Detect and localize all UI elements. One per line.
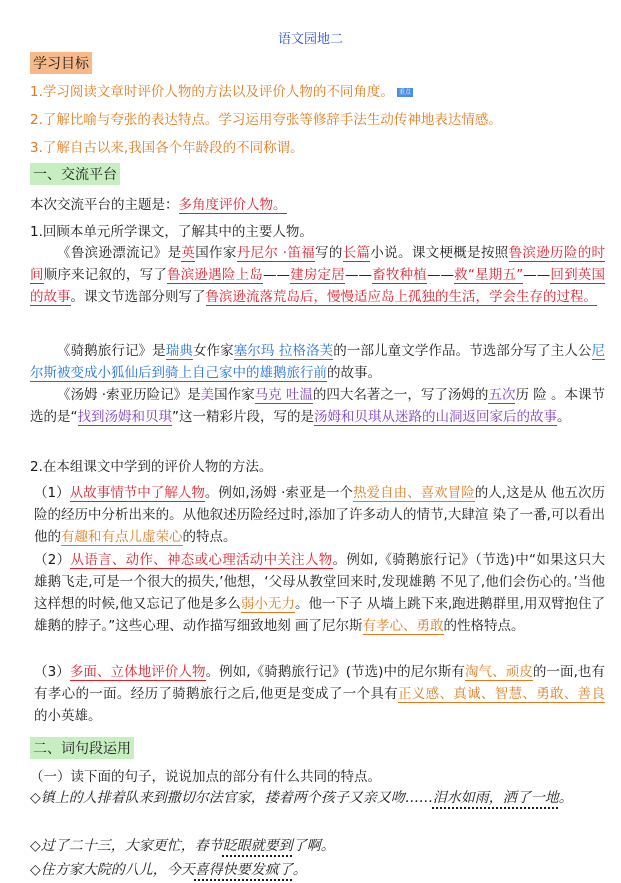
order: 鲁滨逊历险的时间 [30, 245, 606, 283]
text: 。 [292, 862, 307, 878]
dash: —— [262, 267, 290, 283]
method: 从语言、动作、神态或心理活动中关注人物 [70, 552, 333, 568]
event-5: 回到英国的故事 [30, 267, 606, 305]
text: 。他一下子 从墙上跳下来,跑进鹅群里,用双臂抱住了雄鹅的脖子。”这些心理、动作描写细致地刻 画了尼尔斯 [34, 596, 606, 634]
dotted-phrase: ，洒了一地 [488, 790, 559, 806]
count: 五次 [488, 387, 516, 403]
text: 顺序来记叙的，写了 [43, 267, 168, 283]
nils-paragraph [30, 340, 605, 384]
num: （2） [34, 552, 71, 568]
text: 的故事。 [327, 365, 381, 381]
text: 《汤姆 ·索亚历险记》是 [57, 387, 201, 403]
genre: 长篇 [342, 245, 371, 261]
text: 。 [557, 409, 571, 425]
event-2: 建房定居 [289, 267, 345, 283]
author: 塞尔玛 拉格洛芙 [233, 343, 334, 359]
text: 的人,这是从 他五次历险的经历中分析出来的。从他叙述历险经过时,添加了许多动人的情节,大肆渲 染了一番,可以看出他的 [34, 485, 606, 545]
sentence-1 [30, 786, 605, 810]
trait-2: 有孝心、勇敢 [362, 618, 444, 634]
theme-line [30, 193, 287, 213]
text: ◇镇上的人排着队来到撒切尔法官家，搂着两个孩子又亲又吻…… [30, 790, 433, 806]
method-3 [34, 661, 605, 727]
text: 。 [558, 790, 573, 806]
exchange-platform-heading: 一、交流平台 [30, 163, 120, 185]
text: ◇住方家大院的八儿，今天 [30, 862, 195, 878]
text: 。例如,《骑鹅旅行记》(节选)中的尼尔斯有 [205, 664, 465, 680]
text: 《鲁滨逊漂流记》是 [57, 245, 182, 261]
question-1: （一）读下面的句子，说说加点的部分有什么共同的特点。 [30, 769, 381, 785]
trait-2: 正义感、真诚、智慧、勇敢、善良 [398, 686, 606, 702]
method-2 [34, 549, 605, 637]
method: 多面、立体地评价人物 [69, 664, 206, 680]
trait: 热爱自由、喜欢冒险 [353, 485, 475, 501]
plot: 汤姆和贝琪从迷路的山洞返回家后的故事 [314, 409, 557, 425]
goal-item-1 [30, 80, 413, 100]
text: 的性格特点。 [443, 618, 525, 634]
dotted-phrase: 喜得快要发疯了 [194, 862, 293, 878]
sentence-2 [30, 835, 335, 855]
country: 英 [181, 245, 196, 261]
dotted-phrase: 泪水如雨 [432, 790, 489, 806]
dash: —— [426, 267, 454, 283]
text: 国作家 [195, 245, 237, 261]
word-usage-heading: 二、词句段运用 [30, 737, 134, 759]
event-3: 畜牧种植 [371, 267, 427, 283]
key-point-badge: 重点 [398, 88, 411, 96]
theme-text: 多角度评价人物。 [178, 197, 287, 213]
text: 《骑鹅旅行记》是 [57, 343, 166, 359]
text: 的一面,也有有孝心的一面。经历了骑鹅旅行之后,他更是变成了一个具有 [34, 664, 606, 702]
step-1: 1.回顾本单元所学课文，了解其中的主要人物。 [30, 224, 313, 240]
text: ”这一精彩片段，写的是 [172, 409, 314, 425]
text: 。例如,《骑鹅旅行记》（节选)中“如果这只大雄鹅飞走,可是一个很大的损失,’他想，‘父母从教堂回来时,发现雄鹅 不见了,他们会伤心的。’当他这样想的时候,他又忘记了他是多么 [34, 552, 605, 612]
text: 的特点。 [182, 529, 237, 545]
plot: 尼尔斯被变成小狐仙后到骑上自己家中的雄鹅旅行前 [30, 343, 606, 381]
num: （1） [34, 485, 70, 501]
dotted-phrase: 眨眼就要到 [222, 838, 293, 854]
num: （3） [34, 664, 70, 680]
text: 的一部儿童文学作品。节选部分写了主人公 [333, 343, 592, 359]
text: 国作家 [214, 387, 255, 403]
theme-prefix: 本次交流平台的主题是： [30, 197, 179, 213]
dash: —— [344, 267, 372, 283]
dash: —— [523, 267, 551, 283]
event-1: 鲁滨逊遇险上岛 [167, 267, 263, 283]
goal-item-3: 3.了解自古以来,我国各个年龄段的不同称谓。 [30, 140, 304, 156]
robinson-paragraph [30, 242, 605, 308]
learning-goals-heading: 学习目标 [30, 52, 92, 74]
text: 历 险 。本课节选的是“ [30, 387, 606, 425]
text: 写的 [315, 245, 343, 261]
event-4: 救“星期五” [453, 267, 524, 283]
goal-item-2: 2.了解比喻与夸张的表达特点。学习运用夸张等修辞手法生动传神地表达情感。 [30, 112, 502, 128]
text: 。例如,汤姆 ·索亚是一个 [204, 485, 354, 501]
text: 。课文节选部分则写了 [70, 289, 206, 305]
country: 瑞典 [165, 343, 193, 359]
page-title: 语文园地二 [277, 32, 343, 47]
text: 的小英雄。 [34, 708, 102, 724]
tom-paragraph [30, 384, 605, 428]
goal-item-1-text: 1.学习阅读文章时评价人物的方法以及评价人物的不同角度。 [30, 84, 394, 100]
excerpt: 鲁滨逊流落荒岛后，慢慢适应岛上孤独的生活，学会生存的过程。 [205, 289, 597, 305]
text: 的四大名著之一，写了汤姆的 [312, 387, 489, 403]
text: 小说。课文梗概是按照 [370, 245, 509, 261]
step-2: 2.在本组课文中学到的评价人物的方法。 [30, 459, 273, 475]
author: 丹尼尔 ·笛福 [236, 245, 316, 261]
method: 从故事情节中了解人物 [69, 485, 205, 501]
trait-2: 有趣和有点儿虚荣心 [61, 529, 183, 545]
method-1 [34, 482, 605, 548]
author: 马克 吐温 [254, 387, 313, 403]
country: 美 [200, 387, 215, 403]
text: ◇过了二十三，大家更忙，春节 [30, 838, 223, 854]
chapter: 找到汤姆和贝琪 [77, 409, 172, 425]
trait: 弱小无力 [240, 596, 295, 612]
sentence-3 [30, 859, 307, 879]
text: 了啊。 [292, 838, 335, 854]
trait: 淘气、顽皮 [464, 664, 533, 680]
text: 女作家 [192, 343, 234, 359]
